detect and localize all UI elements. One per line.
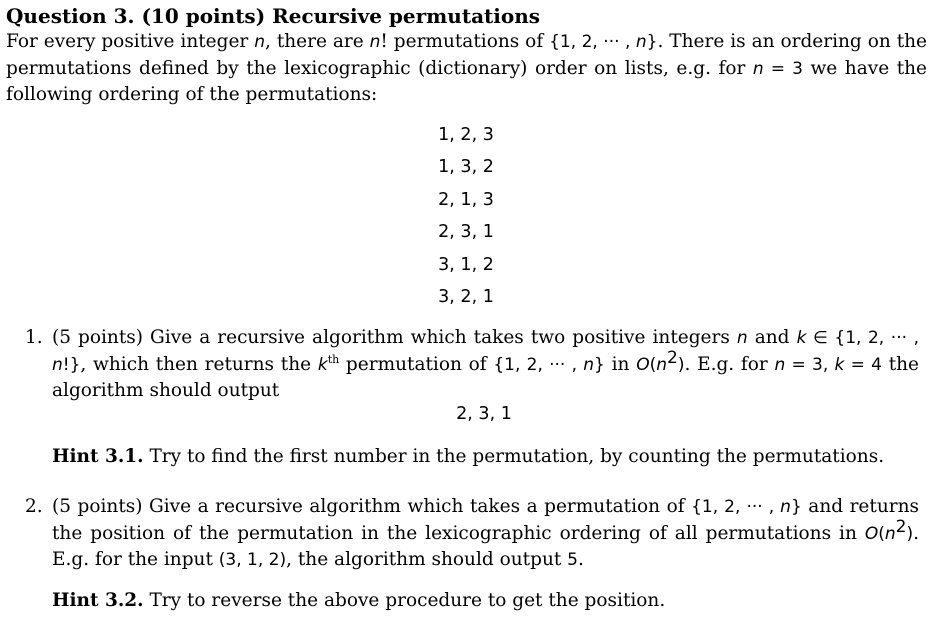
hint-3-2 [52,588,665,614]
intro-text: For every positive integer [6,31,255,52]
math-var: n [656,354,667,375]
math-var: n [635,32,647,52]
math-set: } [646,32,658,52]
math-expr: ( [878,523,885,544]
item-text: the algorithm should output [52,353,920,401]
math-expr: = 3, [785,354,835,375]
item-text: . E.g. for the input [52,522,919,570]
math-set: {1, 2, ··· , [691,497,781,517]
math-var: n [884,523,896,544]
item-text: permutation of [339,353,494,375]
item-text: . [578,549,584,570]
math-set: } [790,497,802,517]
item-text: and [747,327,797,348]
permutation-list [0,119,932,313]
item-text: , the algorithm should output [286,549,568,570]
intro-text: we have the following ordering of the permutations: [6,57,927,105]
item-text: and returns the position of the permutation in the lexicographic ordering of all permutations in [52,496,919,544]
math-var: O [636,354,650,375]
intro-text: ! permutations of [380,31,550,52]
math-var: n [780,497,791,517]
hint-label: Hint 3.2. [52,590,144,611]
math-expr: = 3 [763,58,803,79]
math-set: !} [62,354,81,375]
math-var: n [583,354,595,375]
intro-text: . There is an ordering on the permutations defined by the lexicographic (dictionary) order on lists, e.g. for [6,31,927,79]
hint-3-1 [52,444,884,470]
math-var: O [864,523,879,544]
math-var: k [317,354,328,375]
math-expr: ) [677,354,685,375]
permutation-row: 3, 1, 2 [438,254,494,275]
example-output: 2, 3, 1 [456,404,512,424]
superscript: th [327,352,340,366]
permutation-row: 3, 2, 1 [438,286,494,307]
math-expr: (3, 1, 2) [218,550,287,570]
item-2-number: 2. [25,496,43,517]
hint-text: Try to find the first number in the permutation, by counting the permutations. [143,446,885,467]
math-var: k [796,328,807,348]
permutation-row: 2, 3, 1 [438,222,494,243]
hint-label: Hint 3.1. [52,446,144,467]
item-2-body [52,494,919,574]
math-var: n [736,328,748,348]
math-var: n [254,32,265,52]
math-var: n [752,58,764,79]
hint-text: Try to reverse the above procedure to get the position. [143,590,666,611]
math-expr: = 4 [844,354,882,375]
item-text: . E.g. for [684,353,775,375]
question-title: Question 3. (10 points) Recursive permutations [6,4,541,28]
math-var: k [834,354,845,375]
math-expr: ( [649,354,657,375]
item-text: (5 points) Give a recursive algorithm which takes a permutation of [52,496,692,517]
permutation-row: 2, 1, 3 [438,189,494,210]
item-1-number: 1. [25,327,43,348]
item-text: (5 points) Give a recursive algorithm which takes two positive integers [52,327,737,348]
math-expr: 5 [567,550,578,570]
superscript: 2 [895,516,907,537]
intro-text: , there are [265,31,370,52]
intro-paragraph [6,29,927,108]
math-expr: ) [906,523,914,544]
math-set: {1, 2, ··· , [493,354,584,375]
math-set: ∈ {1, 2, ··· , [806,328,919,348]
item-text: in [604,353,637,375]
permutation-row: 1, 2, 3 [438,125,494,145]
item-text: , which then returns the [80,353,318,375]
item-1-body [52,325,919,404]
math-var: n [52,354,63,375]
math-set: {1, 2, ··· , [549,32,636,52]
superscript: 2 [667,347,678,368]
math-var: n [369,32,381,52]
math-var: n [774,354,786,375]
math-set: } [594,354,605,375]
permutation-row: 1, 3, 2 [438,157,494,178]
